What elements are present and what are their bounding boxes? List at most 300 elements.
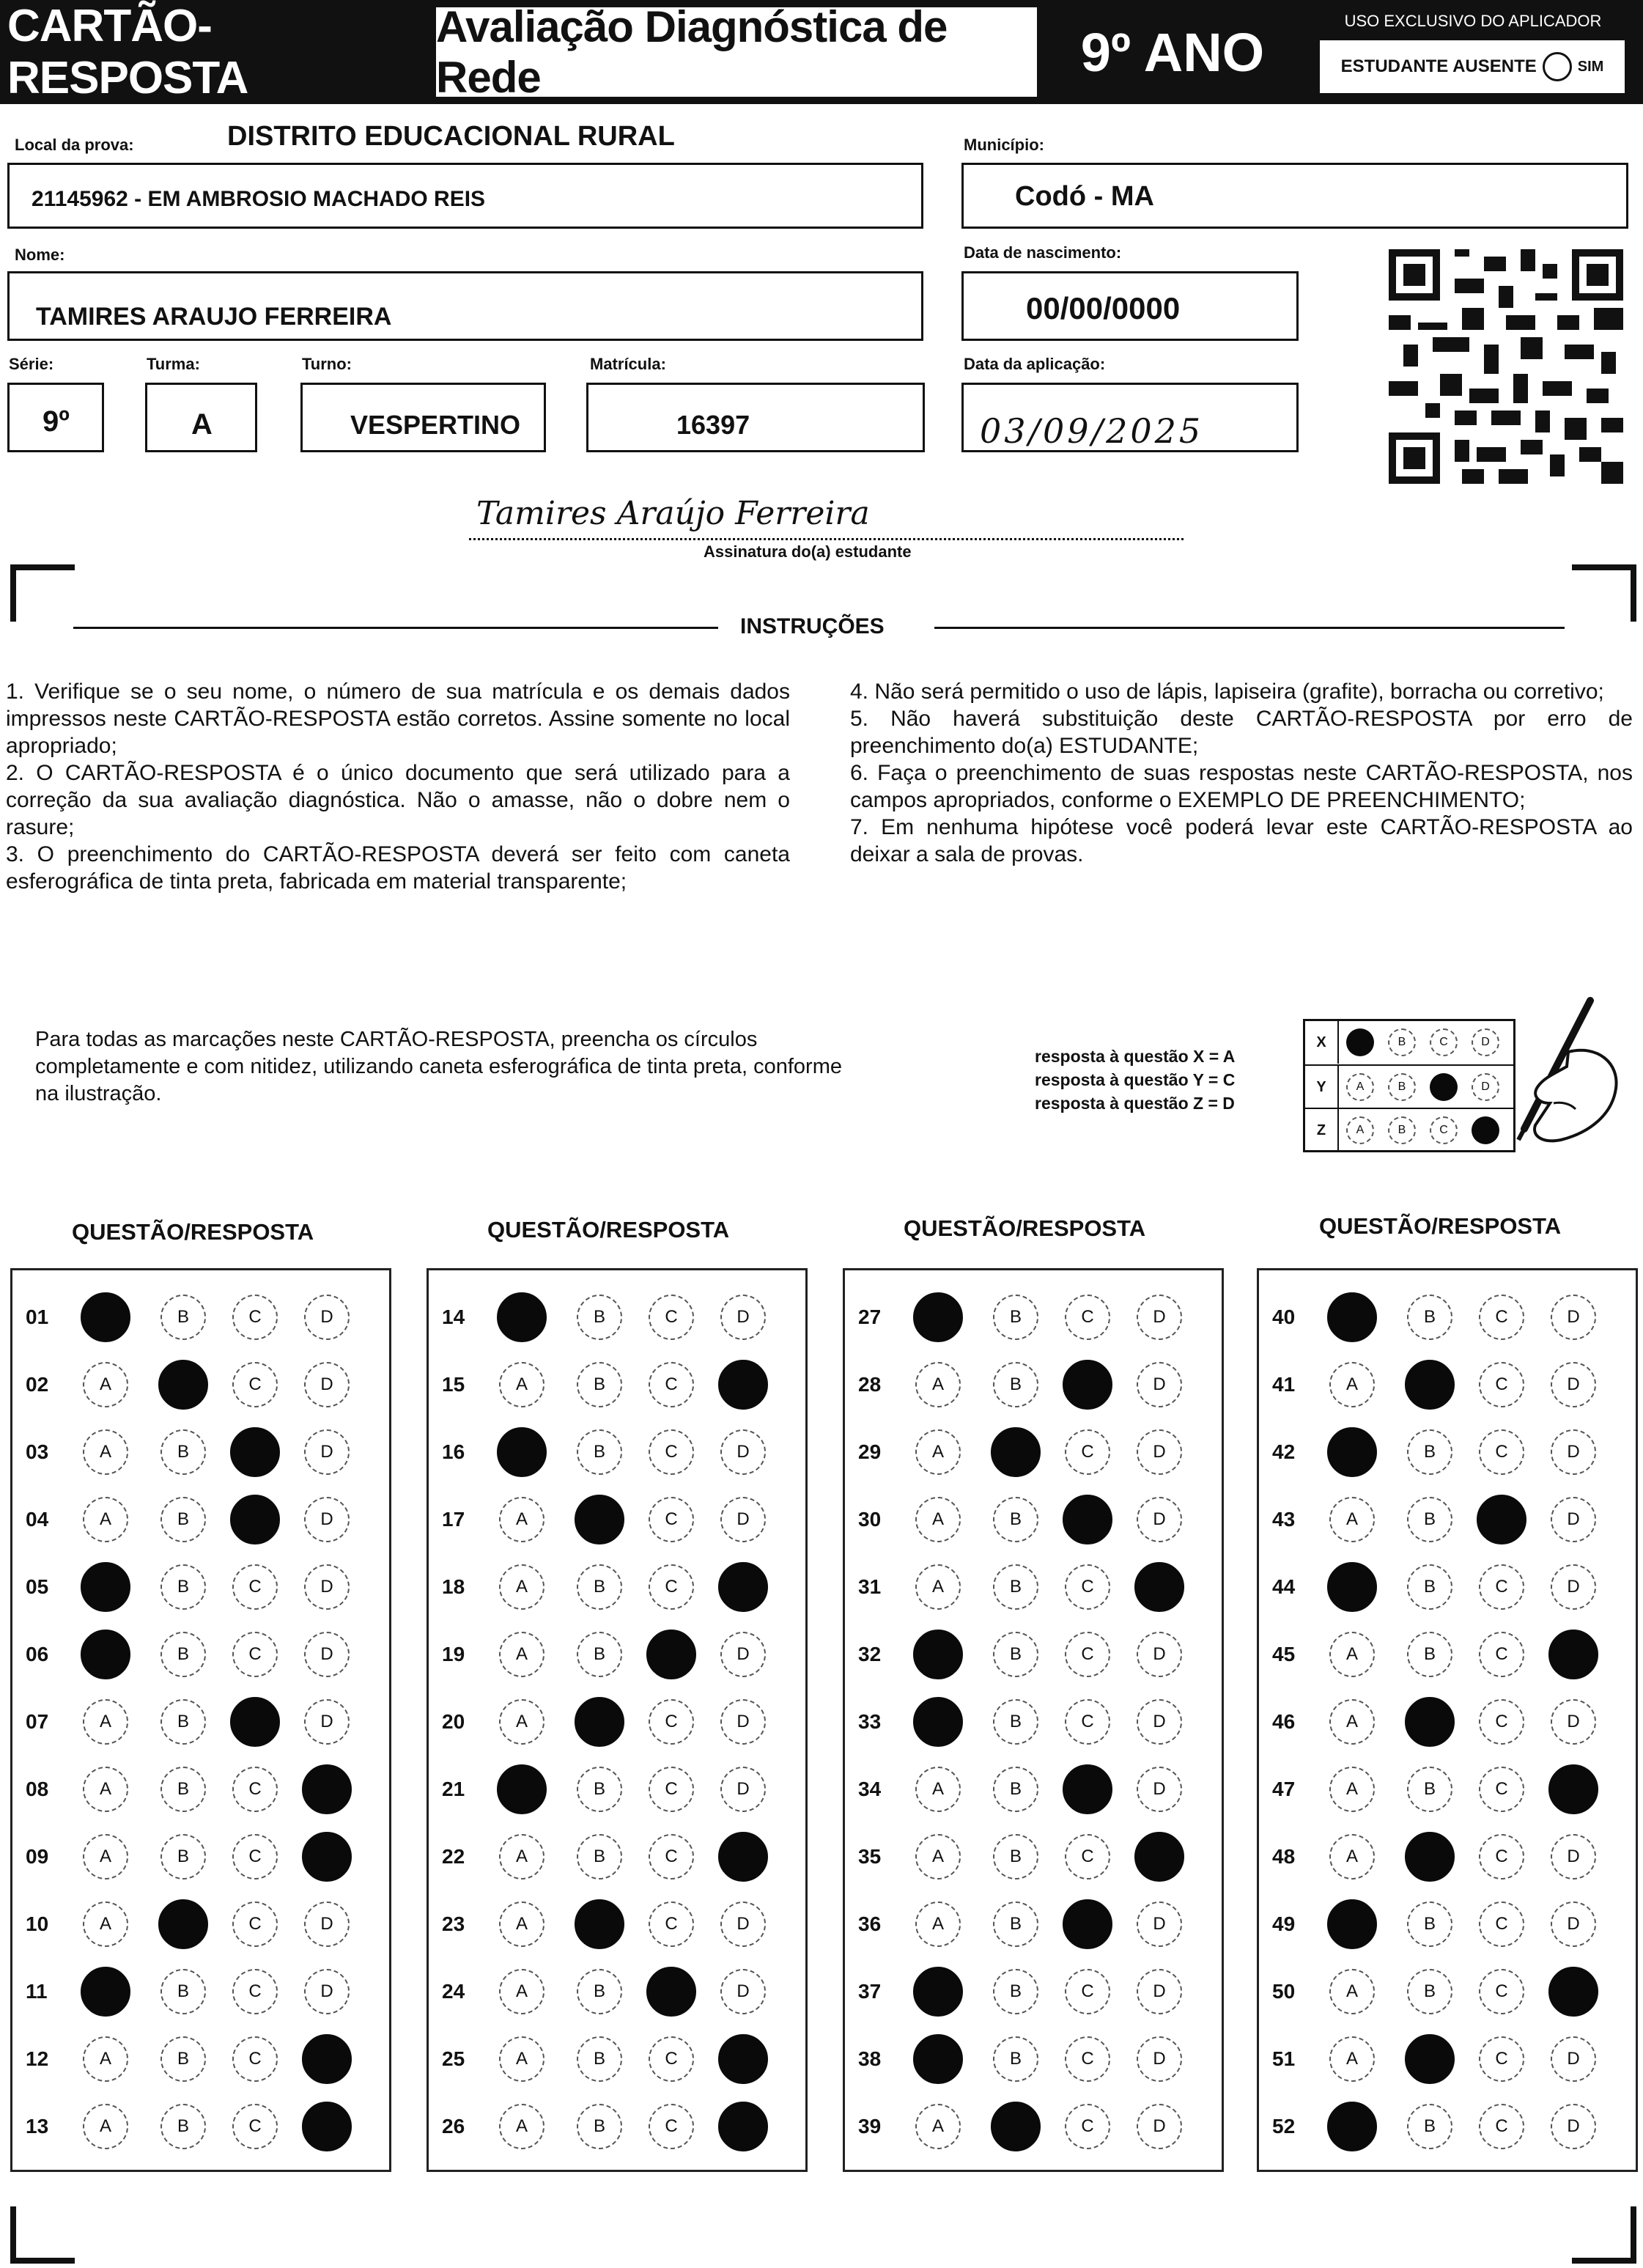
bubble-05-c[interactable]: C xyxy=(232,1564,278,1610)
bubble-18-b[interactable]: B xyxy=(577,1564,622,1610)
bubble-15-d[interactable] xyxy=(718,1360,768,1410)
instructions-rule-left xyxy=(73,627,718,629)
bubble-47-a[interactable]: A xyxy=(1329,1767,1375,1812)
bubble-11-d[interactable]: D xyxy=(304,1969,350,2014)
bubble-51-a[interactable]: A xyxy=(1329,2036,1375,2082)
bubble-52-a[interactable] xyxy=(1327,2102,1377,2151)
bubble-50-c[interactable]: C xyxy=(1479,1969,1524,2014)
bubble-25-c[interactable]: C xyxy=(649,2036,694,2082)
bubble-52-b[interactable]: B xyxy=(1407,2104,1452,2149)
bubble-18-d[interactable] xyxy=(718,1562,768,1612)
question-number: 15 xyxy=(442,1373,465,1396)
bubble-50-b[interactable]: B xyxy=(1407,1969,1452,2014)
serie-label: Série: xyxy=(9,355,54,373)
school-field xyxy=(7,163,923,229)
bubble-04-d[interactable]: D xyxy=(304,1497,350,1542)
bubble-07-d[interactable]: D xyxy=(304,1699,350,1745)
answer-row-07 xyxy=(12,1690,389,1756)
bubble-01-c[interactable]: C xyxy=(232,1295,278,1340)
example-bubble-z-b: B xyxy=(1388,1116,1416,1144)
bubble-31-a[interactable]: A xyxy=(915,1564,961,1610)
bubble-16-b[interactable]: B xyxy=(577,1429,622,1475)
bubble-09-c[interactable]: C xyxy=(232,1834,278,1879)
bubble-02-c[interactable]: C xyxy=(232,1362,278,1407)
bubble-48-b[interactable] xyxy=(1405,1832,1455,1882)
bubble-14-a[interactable] xyxy=(497,1292,547,1342)
bubble-46-d[interactable]: D xyxy=(1551,1699,1596,1745)
bubble-03-d[interactable]: D xyxy=(304,1429,350,1475)
question-number: 44 xyxy=(1272,1575,1296,1598)
example-row-label: Y xyxy=(1305,1066,1339,1108)
bubble-43-a[interactable]: A xyxy=(1329,1497,1375,1542)
bubble-46-c[interactable]: C xyxy=(1479,1699,1524,1745)
question-number: 29 xyxy=(858,1440,882,1463)
bubble-22-d[interactable] xyxy=(718,1832,768,1882)
bubble-52-d[interactable]: D xyxy=(1551,2104,1596,2149)
bubble-28-a[interactable]: A xyxy=(915,1362,961,1407)
example-bubble-y-d: D xyxy=(1472,1073,1499,1101)
bubble-26-b[interactable]: B xyxy=(577,2104,622,2149)
answer-row-29 xyxy=(845,1420,1222,1486)
bubble-36-c[interactable] xyxy=(1063,1899,1112,1949)
bubble-15-b[interactable]: B xyxy=(577,1362,622,1407)
answer-row-12 xyxy=(12,2027,389,2093)
bubble-16-a[interactable] xyxy=(497,1427,547,1477)
bubble-14-b[interactable]: B xyxy=(577,1295,622,1340)
bubble-06-c[interactable]: C xyxy=(232,1632,278,1677)
bubble-05-d[interactable]: D xyxy=(304,1564,350,1610)
bubble-31-d[interactable] xyxy=(1134,1562,1184,1612)
bubble-39-d[interactable]: D xyxy=(1137,2104,1182,2149)
bubble-29-b[interactable] xyxy=(991,1427,1041,1477)
question-number: 22 xyxy=(442,1845,465,1868)
answer-row-19 xyxy=(429,1622,805,1688)
bubble-45-d[interactable] xyxy=(1548,1630,1598,1679)
municipio-value: Codó - MA xyxy=(1015,181,1154,212)
bubble-27-a[interactable] xyxy=(913,1292,963,1342)
legend-y: resposta à questão Y = C xyxy=(1035,1070,1236,1089)
bubble-41-a[interactable]: A xyxy=(1329,1362,1375,1407)
bubble-13-b[interactable]: B xyxy=(160,2104,206,2149)
question-number: 04 xyxy=(26,1508,49,1531)
bubble-30-d[interactable]: D xyxy=(1137,1497,1182,1542)
bubble-32-c[interactable]: C xyxy=(1065,1632,1110,1677)
bubble-43-b[interactable]: B xyxy=(1407,1497,1452,1542)
bubble-37-a[interactable] xyxy=(913,1967,963,2017)
answer-row-36 xyxy=(845,1892,1222,1958)
bubble-28-d[interactable]: D xyxy=(1137,1362,1182,1407)
aplicacao-field[interactable] xyxy=(961,383,1299,452)
bubble-18-a[interactable]: A xyxy=(499,1564,544,1610)
bubble-19-a[interactable]: A xyxy=(499,1632,544,1677)
bubble-44-b[interactable]: B xyxy=(1407,1564,1452,1610)
bubble-03-a[interactable]: A xyxy=(83,1429,128,1475)
bubble-01-a[interactable] xyxy=(81,1292,130,1342)
bubble-35-d[interactable] xyxy=(1134,1832,1184,1882)
bubble-32-a[interactable] xyxy=(913,1630,963,1679)
local-label: Local da prova: xyxy=(15,136,134,154)
question-number: 43 xyxy=(1272,1508,1296,1531)
bubble-40-a[interactable] xyxy=(1327,1292,1377,1342)
bubble-08-a[interactable]: A xyxy=(83,1767,128,1812)
bubble-10-b[interactable] xyxy=(158,1899,208,1949)
answer-row-05 xyxy=(12,1555,389,1621)
municipio-label: Município: xyxy=(964,136,1044,154)
column-header-4: QUESTÃO/RESPOSTA xyxy=(1319,1213,1562,1239)
bubble-04-c[interactable] xyxy=(230,1495,280,1544)
absent-label: ESTUDANTE AUSENTE xyxy=(1340,56,1537,76)
bubble-31-c[interactable]: C xyxy=(1065,1564,1110,1610)
bubble-07-b[interactable]: B xyxy=(160,1699,206,1745)
bubble-10-a[interactable]: A xyxy=(83,1901,128,1947)
answer-row-21 xyxy=(429,1757,805,1823)
bubble-20-a[interactable]: A xyxy=(499,1699,544,1745)
question-number: 23 xyxy=(442,1912,465,1935)
bubble-30-c[interactable] xyxy=(1063,1495,1112,1544)
instruction-7: 7. Em nenhuma hipótese você poderá levar este CARTÃO-RESPOSTA ao deixar a sala de provas. xyxy=(850,815,1633,866)
bubble-47-d[interactable] xyxy=(1548,1764,1598,1814)
bubble-07-a[interactable]: A xyxy=(83,1699,128,1745)
bubble-17-b[interactable] xyxy=(575,1495,624,1544)
bubble-05-a[interactable] xyxy=(81,1562,130,1612)
question-number: 48 xyxy=(1272,1845,1296,1868)
bubble-02-b[interactable] xyxy=(158,1360,208,1410)
instructions-right xyxy=(850,678,1633,868)
bubble-42-d[interactable]: D xyxy=(1551,1429,1596,1475)
bubble-21-a[interactable] xyxy=(497,1764,547,1814)
bubble-03-b[interactable]: B xyxy=(160,1429,206,1475)
bubble-06-b[interactable]: B xyxy=(160,1632,206,1677)
bubble-30-a[interactable]: A xyxy=(915,1497,961,1542)
answer-row-16 xyxy=(429,1420,805,1486)
question-number: 27 xyxy=(858,1306,882,1328)
bubble-34-a[interactable]: A xyxy=(915,1767,961,1812)
bubble-39-a[interactable]: A xyxy=(915,2104,961,2149)
bubble-44-d[interactable]: D xyxy=(1551,1564,1596,1610)
example-legend xyxy=(1035,1045,1235,1115)
answer-row-52 xyxy=(1259,2094,1636,2160)
bubble-29-a[interactable]: A xyxy=(915,1429,961,1475)
bubble-13-d[interactable] xyxy=(302,2102,352,2151)
bubble-12-d[interactable] xyxy=(302,2034,352,2084)
bubble-12-a[interactable]: A xyxy=(83,2036,128,2082)
bubble-18-c[interactable]: C xyxy=(649,1564,694,1610)
answer-row-02 xyxy=(12,1352,389,1418)
answer-row-15 xyxy=(429,1352,805,1418)
bubble-09-a[interactable]: A xyxy=(83,1834,128,1879)
bubble-08-b[interactable]: B xyxy=(160,1767,206,1812)
bubble-20-c[interactable]: C xyxy=(649,1699,694,1745)
bubble-35-c[interactable]: C xyxy=(1065,1834,1110,1879)
bubble-33-c[interactable]: C xyxy=(1065,1699,1110,1745)
absent-bubble[interactable] xyxy=(1543,52,1572,81)
bubble-36-a[interactable]: A xyxy=(915,1901,961,1947)
instructions-rule-right xyxy=(934,627,1565,629)
bubble-41-d[interactable]: D xyxy=(1551,1362,1596,1407)
bubble-26-c[interactable]: C xyxy=(649,2104,694,2149)
bubble-29-c[interactable]: C xyxy=(1065,1429,1110,1475)
bubble-52-c[interactable]: C xyxy=(1479,2104,1524,2149)
instruction-6: 6. Faça o preenchimento de suas respostas neste CARTÃO-RESPOSTA, nos campos apropriados, conforme o EXEMPLO DE PREENCHIMENTO; xyxy=(850,761,1633,812)
bubble-51-c[interactable]: C xyxy=(1479,2036,1524,2082)
bubble-09-d[interactable] xyxy=(302,1832,352,1882)
matricula-field xyxy=(586,383,925,452)
school-value: 21145962 - EM AMBROSIO MACHADO REIS xyxy=(32,187,486,211)
answer-row-23 xyxy=(429,1892,805,1958)
applicator-box xyxy=(1312,6,1634,100)
bubble-22-b[interactable]: B xyxy=(577,1834,622,1879)
bubble-49-c[interactable]: C xyxy=(1479,1901,1524,1947)
bubble-42-b[interactable]: B xyxy=(1407,1429,1452,1475)
bubble-03-c[interactable] xyxy=(230,1427,280,1477)
applicator-box-title: USO EXCLUSIVO DO APLICADOR xyxy=(1344,12,1602,30)
example-bubble-y-b: B xyxy=(1388,1073,1416,1101)
bubble-40-c[interactable]: C xyxy=(1479,1295,1524,1340)
bubble-23-b[interactable] xyxy=(575,1899,624,1949)
bubble-07-c[interactable] xyxy=(230,1697,280,1747)
bubble-37-c[interactable]: C xyxy=(1065,1969,1110,2014)
bubble-25-b[interactable]: B xyxy=(577,2036,622,2082)
example-bubble-z-c: C xyxy=(1430,1116,1458,1144)
answer-column-2 xyxy=(427,1268,808,2172)
bubble-38-a[interactable] xyxy=(913,2034,963,2084)
bubble-47-c[interactable]: C xyxy=(1479,1767,1524,1812)
question-number: 41 xyxy=(1272,1373,1296,1396)
bubble-45-b[interactable]: B xyxy=(1407,1632,1452,1677)
bubble-17-d[interactable]: D xyxy=(720,1497,766,1542)
bubble-42-c[interactable]: C xyxy=(1479,1429,1524,1475)
bubble-41-c[interactable]: C xyxy=(1479,1362,1524,1407)
legend-z: resposta à questão Z = D xyxy=(1035,1094,1235,1113)
bubble-48-a[interactable]: A xyxy=(1329,1834,1375,1879)
answer-row-38 xyxy=(845,2027,1222,2093)
bubble-06-a[interactable] xyxy=(81,1630,130,1679)
bubble-11-a[interactable] xyxy=(81,1967,130,2017)
bubble-26-d[interactable] xyxy=(718,2102,768,2151)
bubble-01-b[interactable]: B xyxy=(160,1295,206,1340)
bubble-32-b[interactable]: B xyxy=(993,1632,1038,1677)
corner-mark-bottom-right xyxy=(1572,2206,1636,2264)
bubble-31-b[interactable]: B xyxy=(993,1564,1038,1610)
bubble-04-b[interactable]: B xyxy=(160,1497,206,1542)
answer-row-41 xyxy=(1259,1352,1636,1418)
answer-row-47 xyxy=(1259,1757,1636,1823)
bubble-27-d[interactable]: D xyxy=(1137,1295,1182,1340)
bubble-48-c[interactable]: C xyxy=(1479,1834,1524,1879)
bubble-24-c[interactable] xyxy=(646,1967,696,2017)
bubble-13-c[interactable]: C xyxy=(232,2104,278,2149)
bubble-22-a[interactable]: A xyxy=(499,1834,544,1879)
bubble-37-b[interactable]: B xyxy=(993,1969,1038,2014)
bubble-22-c[interactable]: C xyxy=(649,1834,694,1879)
bubble-25-a[interactable]: A xyxy=(499,2036,544,2082)
bubble-23-d[interactable]: D xyxy=(720,1901,766,1947)
answer-row-18 xyxy=(429,1555,805,1621)
instruction-2: 2. O CARTÃO-RESPOSTA é o único documento que será utilizado para a correção da sua avaliação diagnóstica. Não o amasse, não o dobre nem o rasure; xyxy=(6,761,790,839)
bubble-21-b[interactable]: B xyxy=(577,1767,622,1812)
question-number: 40 xyxy=(1272,1306,1296,1328)
municipio-field xyxy=(961,163,1628,229)
bubble-21-d[interactable]: D xyxy=(720,1767,766,1812)
matricula-value: 16397 xyxy=(676,410,750,440)
bubble-19-b[interactable]: B xyxy=(577,1632,622,1677)
bubble-34-d[interactable]: D xyxy=(1137,1767,1182,1812)
bubble-40-d[interactable]: D xyxy=(1551,1295,1596,1340)
bubble-12-b[interactable]: B xyxy=(160,2036,206,2082)
bubble-17-c[interactable]: C xyxy=(649,1497,694,1542)
answer-row-17 xyxy=(429,1487,805,1553)
bubble-17-a[interactable]: A xyxy=(499,1497,544,1542)
bubble-34-b[interactable]: B xyxy=(993,1767,1038,1812)
question-number: 37 xyxy=(858,1980,882,2003)
bubble-08-d[interactable] xyxy=(302,1764,352,1814)
card-title: CARTÃO-RESPOSTA xyxy=(7,7,429,97)
answer-row-27 xyxy=(845,1285,1222,1351)
bubble-49-b[interactable]: B xyxy=(1407,1901,1452,1947)
question-number: 32 xyxy=(858,1643,882,1665)
bubble-13-a[interactable]: A xyxy=(83,2104,128,2149)
bubble-35-a[interactable]: A xyxy=(915,1834,961,1879)
bubble-24-b[interactable]: B xyxy=(577,1969,622,2014)
answer-row-44 xyxy=(1259,1555,1636,1621)
bubble-08-c[interactable]: C xyxy=(232,1767,278,1812)
bubble-28-b[interactable]: B xyxy=(993,1362,1038,1407)
bubble-14-c[interactable]: C xyxy=(649,1295,694,1340)
bubble-23-c[interactable]: C xyxy=(649,1901,694,1947)
bubble-26-a[interactable]: A xyxy=(499,2104,544,2149)
question-number: 49 xyxy=(1272,1912,1296,1935)
instruction-3: 3. O preenchimento do CARTÃO-RESPOSTA deverá ser feito com caneta esferográfica de tinta preta, fabricada em material transparente; xyxy=(6,842,790,894)
bubble-16-d[interactable]: D xyxy=(720,1429,766,1475)
bubble-24-a[interactable]: A xyxy=(499,1969,544,2014)
bubble-14-d[interactable]: D xyxy=(720,1295,766,1340)
turno-value: VESPERTINO xyxy=(350,410,521,440)
bubble-36-d[interactable]: D xyxy=(1137,1901,1182,1947)
answer-column-4 xyxy=(1257,1268,1638,2172)
bubble-40-b[interactable]: B xyxy=(1407,1295,1452,1340)
answer-row-37 xyxy=(845,1959,1222,2025)
instruction-1: 1. Verifique se o seu nome, o número de sua matrícula e os demais dados impressos neste CARTÃO-RESPOSTA estão corretos. Assine somente no local apropriado; xyxy=(6,680,790,758)
bubble-38-c[interactable]: C xyxy=(1065,2036,1110,2082)
bubble-27-b[interactable]: B xyxy=(993,1295,1038,1340)
bubble-39-c[interactable]: C xyxy=(1065,2104,1110,2149)
bubble-11-c[interactable]: C xyxy=(232,1969,278,2014)
bubble-02-d[interactable]: D xyxy=(304,1362,350,1407)
bubble-20-d[interactable]: D xyxy=(720,1699,766,1745)
bubble-29-d[interactable]: D xyxy=(1137,1429,1182,1475)
bubble-02-a[interactable]: A xyxy=(83,1362,128,1407)
bubble-51-b[interactable] xyxy=(1405,2034,1455,2084)
bubble-50-d[interactable] xyxy=(1548,1967,1598,2017)
bubble-33-a[interactable] xyxy=(913,1697,963,1747)
bubble-46-a[interactable]: A xyxy=(1329,1699,1375,1745)
bubble-25-d[interactable] xyxy=(718,2034,768,2084)
bubble-42-a[interactable] xyxy=(1327,1427,1377,1477)
answer-row-34 xyxy=(845,1757,1222,1823)
bubble-33-b[interactable]: B xyxy=(993,1699,1038,1745)
bubble-27-c[interactable]: C xyxy=(1065,1295,1110,1340)
question-number: 46 xyxy=(1272,1710,1296,1733)
bubble-01-d[interactable]: D xyxy=(304,1295,350,1340)
turma-value: A xyxy=(191,408,213,441)
bubble-06-d[interactable]: D xyxy=(304,1632,350,1677)
bubble-38-b[interactable]: B xyxy=(993,2036,1038,2082)
bubble-11-b[interactable]: B xyxy=(160,1969,206,2014)
grade-label: 9º ANO xyxy=(1041,7,1304,97)
bubble-33-d[interactable]: D xyxy=(1137,1699,1182,1745)
bubble-43-c[interactable] xyxy=(1477,1495,1526,1544)
bubble-45-a[interactable]: A xyxy=(1329,1632,1375,1677)
bubble-49-d[interactable]: D xyxy=(1551,1901,1596,1947)
bubble-35-b[interactable]: B xyxy=(993,1834,1038,1879)
bubble-44-a[interactable] xyxy=(1327,1562,1377,1612)
district-name: DISTRITO EDUCACIONAL RURAL xyxy=(227,121,675,152)
bubble-24-d[interactable]: D xyxy=(720,1969,766,2014)
bubble-19-d[interactable]: D xyxy=(720,1632,766,1677)
bubble-19-c[interactable] xyxy=(646,1630,696,1679)
question-number: 01 xyxy=(26,1306,49,1328)
question-number: 26 xyxy=(442,2115,465,2138)
turno-label: Turno: xyxy=(302,355,352,373)
bubble-10-c[interactable]: C xyxy=(232,1901,278,1947)
bubble-48-d[interactable]: D xyxy=(1551,1834,1596,1879)
bubble-04-a[interactable]: A xyxy=(83,1497,128,1542)
answer-row-50 xyxy=(1259,1959,1636,2025)
nome-label: Nome: xyxy=(15,246,65,264)
bubble-21-c[interactable]: C xyxy=(649,1767,694,1812)
bubble-38-d[interactable]: D xyxy=(1137,2036,1182,2082)
bubble-32-d[interactable]: D xyxy=(1137,1632,1182,1677)
bubble-05-b[interactable]: B xyxy=(160,1564,206,1610)
bubble-50-a[interactable]: A xyxy=(1329,1969,1375,2014)
bubble-39-b[interactable] xyxy=(991,2102,1041,2151)
bubble-36-b[interactable]: B xyxy=(993,1901,1038,1947)
bubble-10-d[interactable]: D xyxy=(304,1901,350,1947)
bubble-12-c[interactable]: C xyxy=(232,2036,278,2082)
question-number: 11 xyxy=(26,1980,48,2003)
bubble-09-b[interactable]: B xyxy=(160,1834,206,1879)
instructions-title: INSTRUÇÕES xyxy=(740,614,885,638)
answer-row-43 xyxy=(1259,1487,1636,1553)
bubble-30-b[interactable]: B xyxy=(993,1497,1038,1542)
bubble-41-b[interactable] xyxy=(1405,1360,1455,1410)
bubble-16-c[interactable]: C xyxy=(649,1429,694,1475)
bubble-37-d[interactable]: D xyxy=(1137,1969,1182,2014)
bubble-45-c[interactable]: C xyxy=(1479,1632,1524,1677)
corner-mark-top-right xyxy=(1572,564,1636,622)
answer-column-1 xyxy=(10,1268,391,2172)
bubble-23-a[interactable]: A xyxy=(499,1901,544,1947)
turno-field xyxy=(300,383,546,452)
bubble-51-d[interactable]: D xyxy=(1551,2036,1596,2082)
answer-row-13 xyxy=(12,2094,389,2160)
question-number: 50 xyxy=(1272,1980,1296,2003)
bubble-15-c[interactable]: C xyxy=(649,1362,694,1407)
bubble-34-c[interactable] xyxy=(1063,1764,1112,1814)
bubble-15-a[interactable]: A xyxy=(499,1362,544,1407)
bubble-20-b[interactable] xyxy=(575,1697,624,1747)
answer-row-31 xyxy=(845,1555,1222,1621)
bubble-43-d[interactable]: D xyxy=(1551,1497,1596,1542)
question-number: 17 xyxy=(442,1508,465,1531)
bubble-46-b[interactable] xyxy=(1405,1697,1455,1747)
qr-code xyxy=(1389,249,1623,484)
bubble-49-a[interactable] xyxy=(1327,1899,1377,1949)
bubble-44-c[interactable]: C xyxy=(1479,1564,1524,1610)
question-number: 21 xyxy=(442,1778,465,1800)
bubble-28-c[interactable] xyxy=(1063,1360,1112,1410)
bubble-47-b[interactable]: B xyxy=(1407,1767,1452,1812)
